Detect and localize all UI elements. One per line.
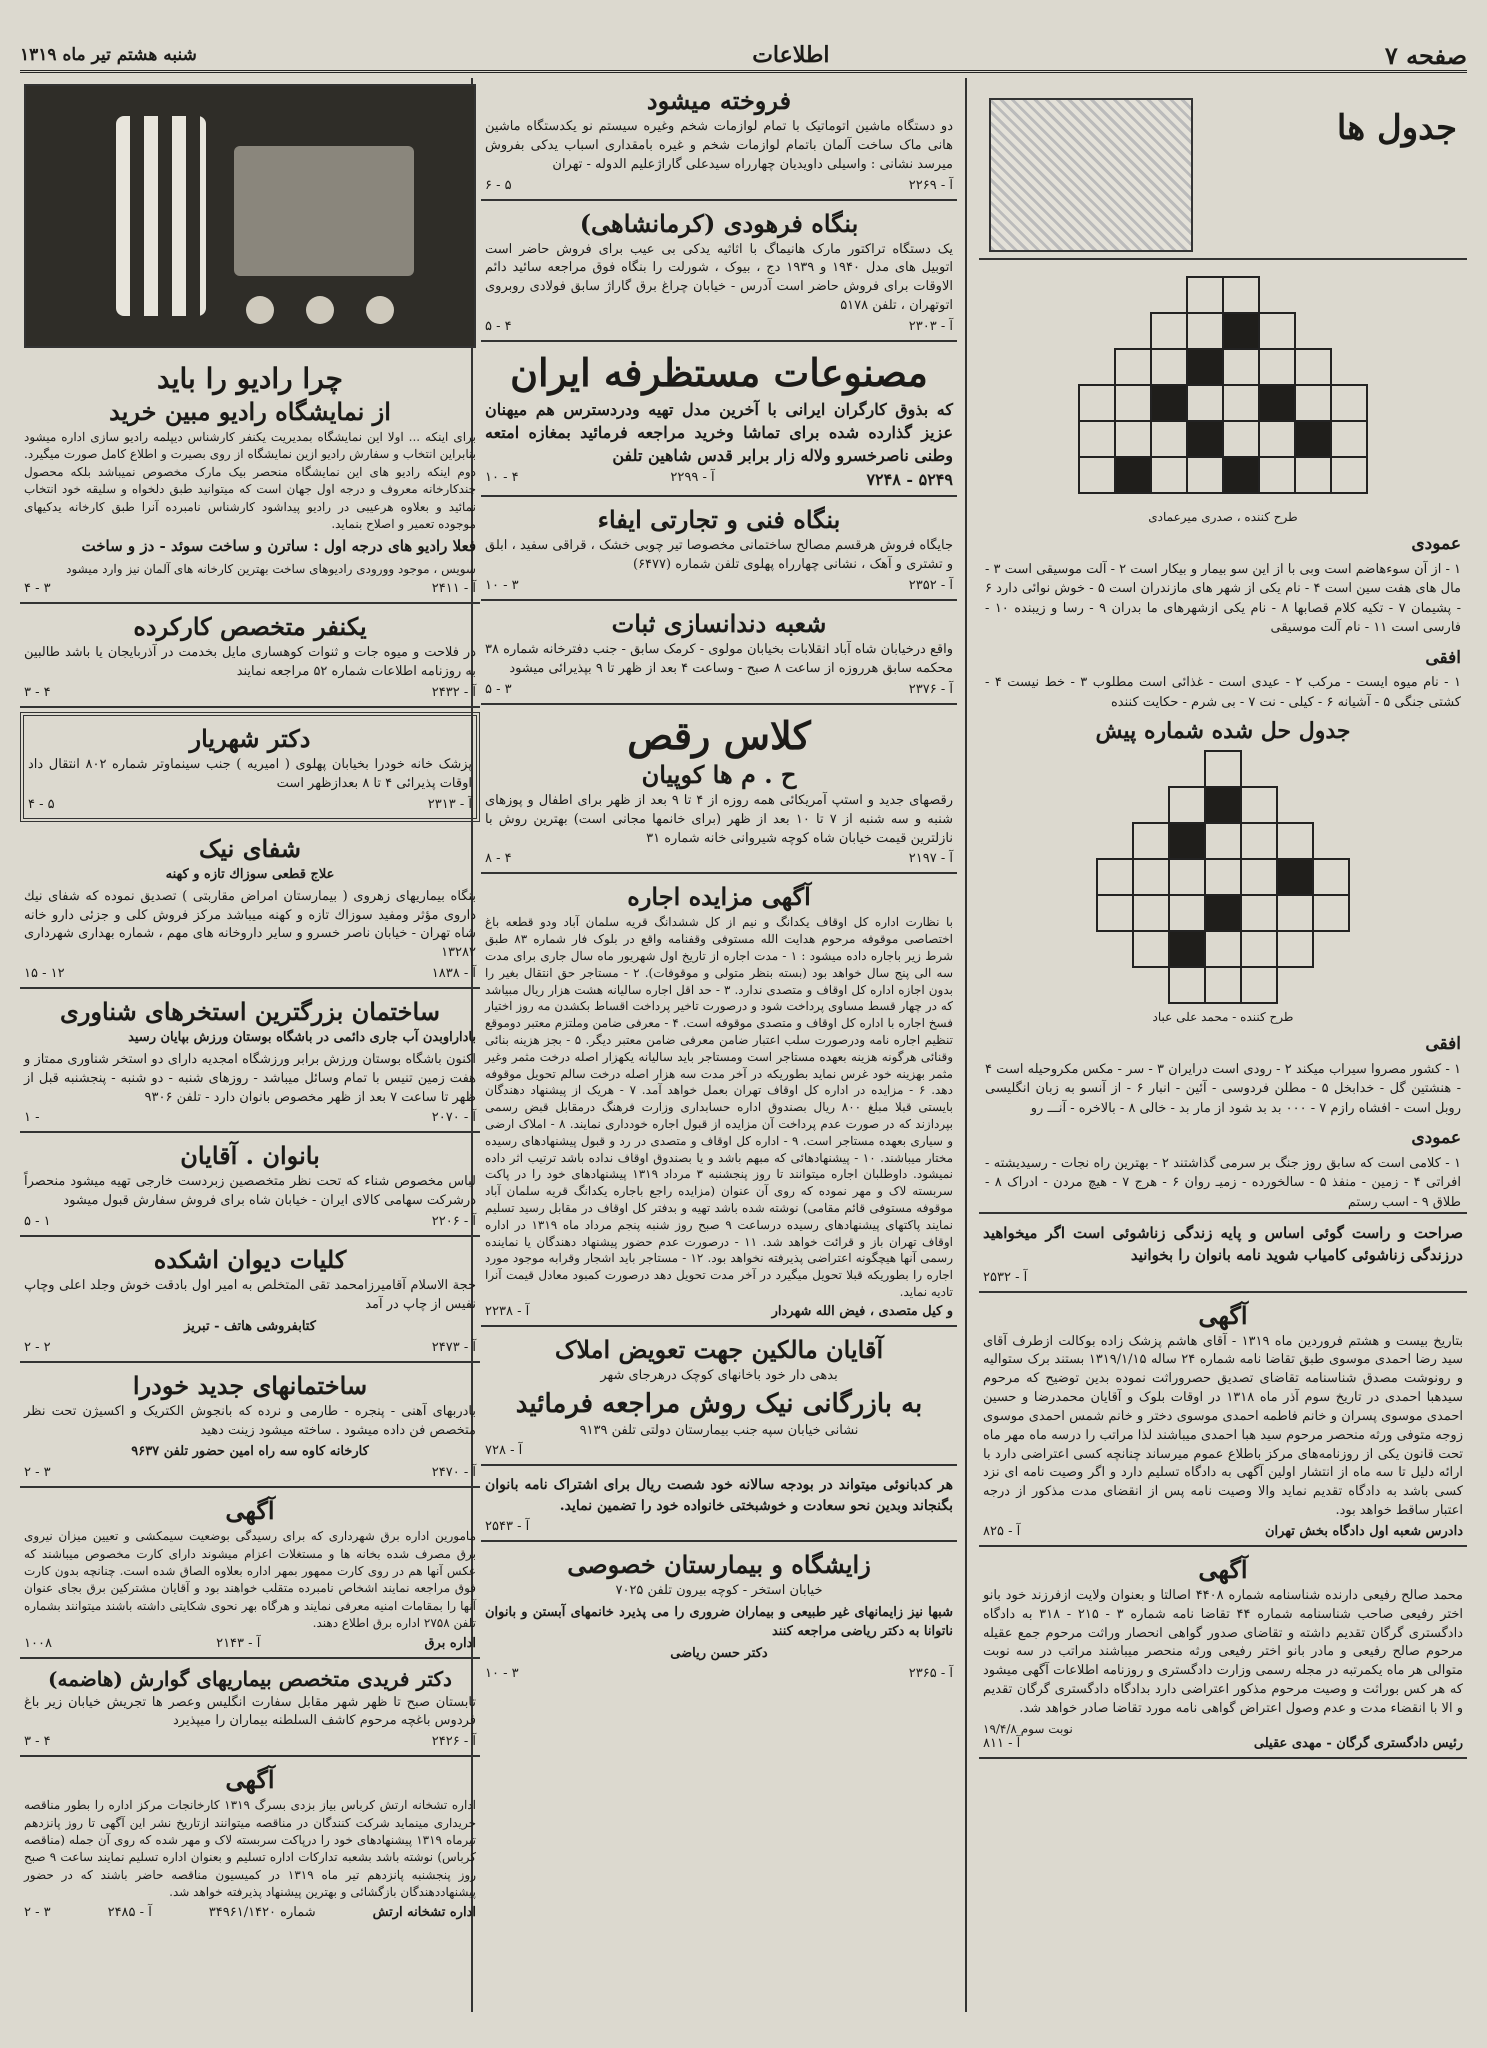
specialist-ad (20, 604, 480, 708)
crossword-header (979, 78, 1467, 260)
shafa-code: آ - ۱۸۳۸ (431, 966, 476, 982)
faridi-ad (20, 1659, 480, 1758)
lease-code: آ - ۲۲۳۸ (485, 1303, 530, 1319)
notice-1-code: آ - ۸۲۵ (983, 1523, 1021, 1539)
solved-h-clues: ۱ - کشور مصروا سیراب میکند ۲ - رودی است درایران ۳ - سر - مکس مکروحیله است ۴ - هنشتین گل - خدابخل ۵ - مطلن فردوسی - آئین - انبار ۶ - از آنسو به زبان انگلیسی روبل است - افشاه رازم ۷ - ۰۰۰ بد بد شود از مار بد - خالی ۸ - بالاخره - آنـــ رو (985, 1061, 1462, 1116)
sale-ad (481, 78, 957, 201)
radio-body: برای اینکه ... اولا این نمایشگاه بمدیریت یکنفر کارشناس دیپلمه رادیو سازی اداره میشود بنابراین انتخاب و سفارش رادیو ازین نمایشگاه از روی بصیرت و اطلاع کامل صورت میگیرد. دوم اینکه رادیو های این نمایشگاه منحصر بیک مارک مخصوص نمیباشد بلکه محصول چندکارخانه معروف و درجه اول جهان است که میتوانید طبق دلخواه و سلیقه خود انتخاب نمائید و بعلاوه هرعیبی در رادیو پیداشود کارشناس نامبرده آنرا طبق کارخانه یدکیهای موجوده تعمیر و اصلاح بنماید. (24, 430, 476, 531)
amlak-ad (481, 1327, 957, 1467)
pool-body: اکنون باشگاه بوستان ورزش برابر ورزشگاه امجدیه دارای دو استخر شناوری ممتاز و هفت زمین تنیس با تمام وسائل میباشد - روزهای شنبه - دو شنبه - پنجشنبه قبل از ظهر تا ساعت ۷ بعد از ظهر مخصوص بانوان دارد - تلفن ۹۳۰۶ (24, 1051, 476, 1105)
vertical-heading: عمودی (1411, 534, 1461, 554)
hospital-body: شبها نیز زایمانهای غیر طبیعی و بیماران ضروری را می پذیرد خانمهای آبستن و بانوان ناتوانا به دکتر ریاضی مراجعه کنند (485, 1604, 953, 1639)
amlak-body: نشانی خیابان سپه جنب بیمارستان دولتی تلفن ۹۱۳۹ (579, 1422, 859, 1438)
dance-code: آ - ۲۱۹۷ (908, 851, 953, 867)
swimwear-title: بانوان . آقایان (180, 1141, 320, 1171)
specialist-code: آ - ۲۴۳۲ (431, 685, 476, 701)
horizontal-clues: ۱ - نام میوه ایست - مرکب ۲ - عیدی است - غذائی است مطلوب ۳ - خط نیست ۴ - کشتی جنگی ۵ - آشیانه ۶ - کیلی - نت ۷ - بی شرم - حکایت کننده (985, 675, 1461, 710)
solved-clues (979, 1032, 1467, 1212)
notice-1-title: آگهی (1198, 1300, 1248, 1330)
electric-sign: اداره برق (424, 1635, 476, 1651)
shafa-num: ۱۵ - ۱۲ (24, 966, 65, 982)
pool-code: آ - ۲۰۷۰ (431, 1110, 476, 1126)
crossword-cartoon-image (989, 98, 1193, 252)
tender-notice (20, 1757, 480, 1925)
eftekhar-num: ۱۰ - ۳ (485, 578, 519, 594)
bongah-title: بنگاه فرهودی (کرمانشاهی) (579, 208, 859, 238)
solved-grid (1096, 750, 1350, 1004)
electric-code: آ - ۲۱۴۳ (216, 1635, 261, 1651)
dance-num: ۸ - ۴ (485, 851, 512, 867)
solved-author: طرح کننده - محمد علی عباد (1152, 1010, 1294, 1024)
notice-1 (979, 1293, 1467, 1547)
dance-sub: ح . م ها کوپیان (641, 759, 797, 789)
column-middle (471, 78, 967, 2012)
tender-num: ۲ - ۳ (24, 1904, 51, 1920)
marriage-ad (979, 1212, 1467, 1293)
bongah-body: یک دستگاه تراکتور مارک هانیماگ با اثاثیه یدکی بی عیب برای فروش حاضر است اتوبیل های مدل ۱۹۴۰ و ۱۹۳۹ دج ، بیوک ، شورلت را بنگاه فوق مراجعه سائید دائم الاوقات برای فروش حاضر است آدرس - خیابان چراغ برق گاراژ سابق فولادی روبروی اتوتهران ، تلفن ۵۱۷۸ (485, 241, 953, 314)
hospital-ad (481, 1542, 957, 1687)
masnooat-num: ۱۰ - ۴ (485, 470, 519, 486)
solved-v-heading: عمودی (1411, 1128, 1461, 1148)
notice-2-body: محمد صالح رفیعی دارنده شناسنامه شماره ۴۴۰۸ اصالتا و بعنوان ولایت ازفرزند خود بانو اختر رفیعی صاحب شناسنامه شماره ۴۴ تقاضا نامه شماره ۳ - ۲۱۵ - ۳۱۸ به دادگاه دادگستری گرگان تقدیم داشته و تقاضای صدور گواهی انحصار وراثت مرحوم جمع عقیله مرحوم صالح رفیعی و مادر بانو اختر رفیعی ورثه منحصر میباشند مراتب در سه نوبت متوالی هر ماه یکمرتبه در مجله رسمی وزارت دادگستری و روزنامه اطلاعات آگهی میشود که هر کس بوراثت و وصیت مرحوم مذکور اعتراضی دارد بدادگاه دادگستری گرگان تقدیم و الا با انقضاء مدت و عدم وصول اعتراض گواهی نامه مورد تقاضا صادر خواهد شد. (983, 1587, 1464, 1716)
hospital-code: آ - ۲۳۶۵ (908, 1666, 953, 1682)
radio-illustration (24, 84, 476, 348)
divan-title: کلیات دیوان اشکده (153, 1245, 347, 1275)
column-right (979, 78, 1467, 2012)
sale-title: فروخته میشود (646, 86, 792, 115)
dance-title: کلاس رقص (627, 712, 811, 758)
divan-ad (20, 1237, 480, 1363)
hospital-title: زایشگاه و بیمارستان خصوصی (567, 1549, 871, 1579)
dental-ad (481, 601, 957, 705)
lease-ad (481, 874, 957, 1326)
bongah-ad (481, 201, 957, 342)
banovan-sub-code: آ - ۲۵۴۳ (485, 1518, 530, 1534)
vertical-clues: ۱ - از آن سوءهاضم است وبی با از این سو بیمار و بیکار است ۲ - آلت موسیقی است ۳ - مال های هفت سین است ۴ - نام یکی از شهر های مازندران است ۵ - خوش نوائی دارد ۶ - پشیمان ۷ - تکیه کلام قصابها ۸ - نام یکی ازشهرهای ما بدران ۹ - رسا و زیبنده ۱۰ - فارسی است ۱۱ - نام آلت موسیقی (985, 561, 1462, 635)
radio-num: ۴ - ۳ (24, 581, 51, 597)
faridi-num: ۳ - ۴ (24, 1734, 51, 1750)
shafa-body: بنگاه بیماریهای زهروی ( بیمارستان امراض مقاربتی ) تصدیق نموده که شفای نیك داروی مؤثر ومفید سوزاك تازه و کهنه میباشد مرکز فروش کلی و جزئی دارو خانه شاه تهران - خیابان ناصر خسرو و سایر داروخانه های مهم ، شماره بهداری شهرداری ۱۳۲۸۲ (24, 888, 476, 961)
electric-num: ۱۰۰۸ (24, 1635, 52, 1651)
sale-body: دو دستگاه ماشین اتوماتیک با تمام لوازمات شخم وغیره سیستم نو یکدستگاه ماشین هانی ماک ساخت آلمان باتمام لوازمات شخم و غیره بامقداری اسباب یدکی بفروش میرسد نشانی : واسیلی داویدیان چهارراه سیدعلی گاراژعلیم الدوله - تهران (485, 119, 953, 172)
newspaper-name: اطلاعات (752, 42, 830, 68)
divan-store: کتابفروشی هاتف - تبریز (184, 1318, 316, 1334)
pool-sub: باداراوبدن آب جاری دائمی در باشگاه بوستان ورزش بپایان رسید (128, 1030, 476, 1046)
faridi-body: تابستان صبح تا ظهر شهر مقابل سفارت انگلیس وعصر ها تجریش خیابان زیر باغ فردوس باغچه مرحوم کاشف السلطنه بیماران را میپذیرد (24, 1694, 476, 1729)
tender-phone: شماره ۳۴۹۶۱/۱۴۲۰ (208, 1904, 316, 1920)
electric-title: آگهی (225, 1496, 275, 1526)
column-left (20, 78, 480, 2012)
lease-sign: و کیل متصدی ، فیض الله شهردار (771, 1303, 953, 1319)
eftekhar-code: آ - ۲۳۵۲ (908, 578, 953, 594)
radio-title: چرا رادیو را باید (157, 362, 343, 395)
bongah-num: ۵ - ۴ (485, 318, 512, 334)
sale-num: ۶ - ۵ (485, 177, 512, 193)
banovan-sub-ad (481, 1466, 957, 1542)
pool-ad (20, 989, 480, 1133)
lease-title: آگهی مزایده اجاره (627, 882, 811, 912)
radio-code: آ - ۲۴۱۱ (431, 581, 476, 597)
doctor-code: آ - ۲۳۱۳ (427, 796, 472, 812)
banovan-sub-body: هر کدبانوئی میتواند در بودجه سالانه خود شصت ریال برای اشتراک نامه بانوان بگنجاند وبدین نحو سعادت و خوشبختی خانواده خود را تضمین نماید. (485, 1477, 953, 1514)
shafa-ad (20, 826, 480, 989)
shafa-sub: علاج قطعی سوزاك تازه و کهنه (165, 866, 335, 882)
doctor-ad (20, 712, 480, 822)
dental-title: شعبه دندانسازی ثبات (611, 609, 827, 639)
masnooat-code: آ - ۲۲۹۹ (670, 470, 715, 486)
dance-ad (481, 705, 957, 875)
notice-1-sign: دادرس شعبه اول دادگاه بخش تهران (1264, 1523, 1463, 1539)
crossword-grid (1078, 276, 1368, 494)
specialist-title: یکنفر متخصص کارکرده (133, 612, 367, 642)
faridi-title: دکتر فریدی متخصص بیماریهای گوارش (هاضمه) (48, 1666, 452, 1691)
amlak-sub: بدهی دار خود باخانهای کوچک درهرجای شهر (600, 1367, 838, 1383)
bongah-code: آ - ۲۳۰۳ (908, 318, 953, 334)
solved-h-heading: افقی (1425, 1034, 1461, 1054)
swimwear-code: آ - ۲۲۰۶ (431, 1214, 476, 1230)
issue-date: شنبه هشتم تیر ماه ۱۳۱۹ (20, 45, 197, 65)
swimwear-ad (20, 1133, 480, 1237)
crossword-clues (979, 532, 1467, 712)
amlak-big: به بازرگانی نیک روش مراجعه فرمائید (515, 1388, 923, 1419)
shafa-title: شفای نیک (198, 833, 302, 863)
metalwork-addr: کارخانه کاوه سه راه امین حضور تلفن ۹۶۳۷ (131, 1444, 369, 1460)
crossword-author: طرح کننده ، صدری میرعمادی (1148, 510, 1298, 524)
dental-code: آ - ۲۳۷۶ (908, 681, 953, 697)
pool-title: ساختمان بزرگترین استخرهای شناوری (60, 997, 440, 1027)
eftekhar-ad (481, 497, 957, 601)
specialist-body: در فلاحت و میوه جات و ثنوات کوهساری مایل بخدمت در آذربایجان یا باشد طالبین به روزنامه اطلاعات شماره ۵۲ مراجعه نمایند (24, 645, 476, 680)
eftekhar-title: بنگاه فنی و تجارتی ایفاء (597, 505, 841, 535)
hospital-sign: دکتر حسن ریاضی (670, 1645, 768, 1661)
horizontal-heading: افقی (1425, 647, 1461, 668)
tender-code: آ - ۲۴۸۵ (107, 1904, 152, 1920)
notice-2-sign: رئیس دادگستری گرگان - مهدی عقیلی (1253, 1735, 1463, 1751)
radio-sub: از نمایشگاه رادیو مبین خرید (109, 397, 391, 426)
metalwork-body: بادربهای آهنی - پنجره - طارمی و نرده که بانجوش الکتریک و اکسیژن تحت نظر متخصص فن داده میشود . ساخته میشود زینت دهید (24, 1403, 476, 1438)
solved-title: جدول حل شده شماره پیش (1095, 718, 1351, 744)
notice-2-date: نوبت سوم ۱۹/۴/۸ (983, 1721, 1073, 1736)
doctor-body: پزشک خانه خودرا بخیابان پهلوی ( امیریه ) جنب سینماوتر شماره ۸۰۲ انتقال داد اوقات پذیرائی ۴ تا ۸ بعدازظهر است (28, 757, 473, 792)
notice-1-body: بتاریخ بیست و هشتم فروردین ماه ۱۳۱۹ - آقای هاشم پزشک زاده بوکالت ازطرف آقای سید رضا احمدی موسوی طبق تقاضا نامه شماره ۲۴ ساله ۱۳۱۹/۱/۱۵ بستند برک ستوالیه و رونوشت مصدق شناسنامه تقاضای تصدیق حصروراثت نموده بدین توضیح که مرحوم سیدهبا احمدی در تاریخ سوم آذر ماه ۱۳۱۸ در اوقات بلوک و آقایان محمدرضا و حسین احمدی موسوی پسران و خانم فاطمه احمدی موسوی دختر و خانم شمس احمدی موسوی زوجه متوفی ورثه منحصر مرحوم سید هبا احمدی میباشند لذا مراتب را درسه ماه مهر ماه تحت قانون یکی از روزنامه‌های مرکز باطلاع عموم میرساند چنانچه کسی اعتراضی دارد با ارائه دلیل تا سه ماه از انتشار اولین آگهی به دادگاه تسلیم دارد و اگر وصیت نامه ای نزد کسی باشد به دادگاه تقدیم نماید والا وصیت نامه پس از انقضای مدت مذکور از درجه اعتبار ساقط خواهد بود. (983, 1333, 1463, 1519)
solved-v-clues: ۱ - کلامی است که سابق روز جنگ بر سرمی گذاشتند ۲ - بهترین راه نجات - رسیدیشته - افراتی ۴ - زمین - منفذ ۵ - سالخورده - زمیـ روان ۶ - هرج ۷ - هیچ مردن - ادراک ۸ - طلاق ۹ - اسب رستم (985, 1155, 1462, 1210)
amlak-code: آ - ۷۲۸ (485, 1443, 523, 1459)
radio-brand: سویس ، موجود وورودی رادیوهای ساخت بهترین کارخانه های آلمان نیز وارد میشود (66, 562, 476, 577)
notice-2-title: آگهی (1198, 1554, 1248, 1584)
faridi-code: آ - ۲۴۲۶ (431, 1734, 476, 1750)
tender-title: آگهی (225, 1765, 275, 1795)
eftekhar-body: جایگاه فروش هرقسم مصالح ساختمانی مخصوصا تیر چوبی خشک ، قراقی سفید ، ابلق و تشتری و آهک ، نشانی چهارراه پهلوی تلفن شماره (۶۴۷۷) (485, 538, 953, 573)
metalwork-num: ۲ - ۳ (24, 1465, 51, 1481)
page-number: صفحه ۷ (1384, 40, 1467, 70)
marriage-ad-code: آ - ۲۵۳۲ (983, 1269, 1028, 1285)
masnooat-phone: ۷۲۴۸ - ۵۲۴۹ (866, 470, 953, 490)
lease-body: با نظارت اداره کل اوقاف یکدانگ و نیم از کل ششدانگ قریه سلمان آباد ودو قطعه باغ اختصاصی موقوفه مرحوم هدایت الله مستوفی وقفنامه واقع در بلوک فار شماره ۸۳ طبق شرط زیر باجاره داده میشود : ۱ - مدت اجاره از تاریخ اول شهریور ماه سال جاری برای مدت سه الی پنج سال خواهد بود (بسته بنظر متولی و موقوفات). ۲ - مستاجر حق انتقال بغیر را بدون اجازه اداره کل اوقاف و متصدی ندارد. ۳ - حد اقل اجاره سالیانه هشت هزار ریال مبیاشد که در چهار قسط مساوی پرداخت شود و درصورت تاخیر پرداخت اقساط بکشدن مه روز اختیار فسخ اجاره با اداره کل اوقاف و متصدی موقوفه است. ۴ - معرفی ضامن وملتزم معتبر دوموقع تنظیم اجاره نامه ودرصورت سلب اعتبار ضامن معرفی ضامن معتبر دیگر. ۵ - بجز هزینه بنائی وقنائی هرگونه هزینه بعهده مستاجر است ومستاجر باید سالیانه یکهزار اصله درخت مثمر وغیر مثمر بهزینه خود غرس نماید بطوریکه در آخر مدت سه هزار اصله درخت سالم تحویل موقوفه دهد. ۶ - مزایده در اداره کل اوقاف تهران بعمل خواهد آمد. ۷ - هریک از پیشنهاد دهندگان بایستی قبلا مبلغ ۸۰۰ ریال بصندوق اداره حسابداری وزارت فرهنگ درمقابل قبض رسمی بپردازند که در صورت عدم پرداخت آن مزایده از قبول اجاره خودداری نمایند. ۸ - املاک ارضی و سیاری بعهده مستاجر است. ۹ - اداره کل اوقاف و متصدی در رد و قبول پیشنهادهای رسیده مختار میباشند. ۱۰ - پیشنهادهائی که مبهم باشد و یا بصندوق اوقاف نداده باشد ترتیب اثر داده نمیشود. داوطلبان اجاره میتوانند تا روز پنجشنبه ۳ مرداد ۱۳۱۹ پیشنهادهای خود را در پاکت سربسته لاک و مهر نموده که روی آن عنوان (مزایده راجع باجاره یکدانگ قریه سلمان آباد موقوفه مستوفی قائم مقامی) نوشته شده باشد تهیه و بدفتر کل اوقاف در مقابل رسید تسلیم نمایند پاکتهای پیشنهادهای رسیده درساعت ۹ صبح روز شنبه پنجم مرداد ماه ۱۳۱۹ در اداره اوقاف تهران باز و قرائت خواهد شد. ۱۱ - درصورت عدم حضور پیشنهاد دهندگان یا نماینده رسمی آنها هیچگونه اعتراضی پذیرفته نخواهد بود. ۱۲ - مستاجر باید اشجار وقرابه موجود مورد اجاره را بطوریکه قبلا تحویل میگیرد در آخر مدت تحویل دهد درصورت کمبود معادل قیمت آنرا تادیه نماید. (485, 915, 954, 1299)
masnooat-body: که بذوق کارگران ایرانی با آخرین مدل تهیه ودردسترس هم میهنان عزیز گذارده شده برای تماشا وخرید مراجعه فرمائید بمغازه امتعه وطنی ناصرخسرو ولاله زار برابر قدس شاهین تلفن (485, 399, 953, 466)
notice-2-code: آ - ۸۱۱ (983, 1735, 1021, 1751)
metalwork-code: آ - ۲۴۷۰ (431, 1465, 476, 1481)
sale-code: آ - ۲۲۶۹ (908, 177, 953, 193)
masthead (20, 40, 1467, 73)
doctor-num: ۴ - ۵ (28, 796, 55, 812)
crossword-title: جدول ها (1336, 108, 1457, 148)
electric-body: مامورین اداره برق شهرداری که برای رسیدگی بوضعیت سیمکشی و تعیین میزان نیروی برق مصرف شده بخانه ها و مستغلات اعزام میشوند دارای کارت مخصوص میباشند که عکس آنها هم در روی کارت ممهور بمهر اداره بعلاوه الصاق شده است. چنانچه بدون کارت فوق مراجعه نمایند اشخاص نامبرده متقلب خواهند بود و آقایان مشترکین برق بجای عنوان آنها را بمقامات امنیه معرفی نمایند و هرگاه بهر نحوی شکایتی داشته باشند میتوانند بشماره تلفن ۲۷۵۸ اداره برق اطلاع دهند. (24, 1529, 477, 1631)
hospital-sub: خیابان استخر - کوچه بیرون تلفن ۷۰۲۵ (615, 1582, 823, 1598)
tender-sign: اداره تشخانه ارتش (372, 1904, 476, 1920)
divan-code: آ - ۲۴۷۳ (431, 1339, 476, 1355)
dental-num: ۵ - ۳ (485, 681, 512, 697)
doctor-title: دکتر شهریار (189, 724, 311, 754)
swimwear-num: ۵ - ۱ (24, 1214, 51, 1230)
hospital-num: ۱۰ - ۳ (485, 1666, 519, 1682)
divan-body: حجة الاسلام آقامیرزامحمد تقی المتخلص به امیر اول بادقت خوش وجلد اعلی وچاپ نفیس از چاپ در آمد (24, 1278, 476, 1312)
radio-line: فعلا رادیو های درجه اول : ساترن و ساخت سوئد - دز و ساخت (81, 537, 476, 556)
masnooat-title: مصنوعات مستظرفه ایران (510, 349, 928, 395)
metalwork-ad (20, 1363, 480, 1489)
radio-ad (20, 354, 480, 604)
dental-body: واقع درخیابان شاه آباد انقلابات بخیابان مولوی - کرمک سابق - جنب دفترخانه شماره ۳۸ محکمه سابق هرروزه از ساعت ۸ صبح - وساعت ۴ بعد از ظهر تا ۹ بپذیرائی میشود (485, 642, 953, 676)
electric-notice (20, 1488, 480, 1658)
amlak-title: آقایان مالکین جهت تعویض املاک (554, 1334, 884, 1364)
pool-num: ۱ - (24, 1110, 40, 1126)
marriage-ad-text: صراحت و راست گوئی اساس و پایه زندگی زناشوئی است اگر میخواهید درزندگی زناشوئی کامیاب شوید نامه بانوان را بخوانید (983, 1224, 1463, 1264)
dance-body: رقصهای جدید و استپ آمریکائی همه روزه از ۴ تا ۹ بعد از ظهر برای اطفال و پوزهای شنبه و سه شنبه از ۷ تا ۱۰ بعد از ظهر (برای خانمها مجانی است) بهترین روش با نازلترین قیمت خیابان شاه کوچه شیروانی خانه شماره ۳۱ (485, 792, 954, 846)
swimwear-body: لباس مخصوص شناء که تحت نظر متخصصین زبردست خارجی تهیه میشود منحصراً درشرکت سهامی کالای ایران - خیابان شاه برای فروش سفارش قبول میشود (24, 1174, 476, 1209)
masnooat-ad (481, 342, 957, 498)
specialist-num: ۳ - ۴ (24, 685, 51, 701)
tender-body: اداره تشخانه ارتش کرباس بیاز بزدی بسرگ ۱۳۱۹ کارخانجات مرکز اداره را بطور مناقصه خریداری مینماید شرکت کنندگان در مناقصه میتوانند ازتاریخ نشر این آگهی تا روز پانزدهم تیرماه ۱۳۱۹ پیشنهادهای خود را درپاکت سربسته لاک و مهر شده که روی آن جمله (مناقصه کرباس) نوشته باشد بشعبه تدارکات اداره تسلیم و بعنوان اداره تسلیم نمایند ساعت ۹ صبح روز پنجشنبه پانزدهم تیر ماه ۱۳۱۹ در کمیسیون مناقصه حاضر باشند که در حضور پیشنهاددهندگان بازگشائی و بهترین پیشنهاد پذیرفته خواهد شد. (24, 1798, 476, 1900)
divan-num: ۲ - ۲ (24, 1339, 51, 1355)
metalwork-title: ساختمانهای جدید خودرا (132, 1370, 368, 1400)
notice-2 (979, 1547, 1467, 1759)
